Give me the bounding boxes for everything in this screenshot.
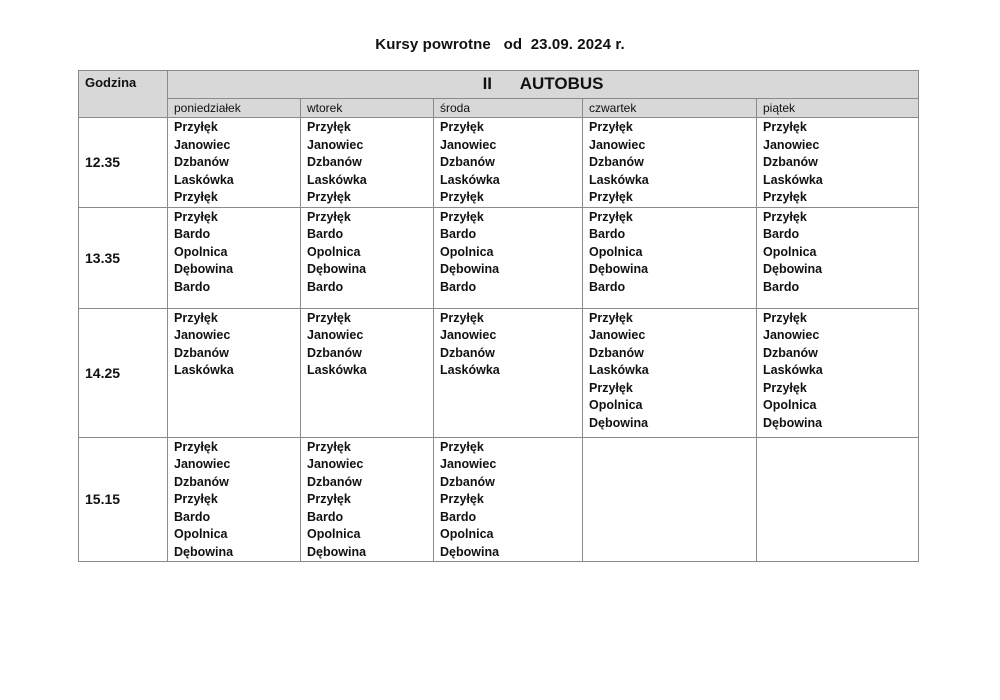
departure-time: 12.35 <box>79 118 168 208</box>
stop-name: Dzbanów <box>763 155 818 169</box>
stop-name: Przyłęk <box>440 310 484 325</box>
header-day-wednesday: środa <box>434 98 583 117</box>
stop-name: Dębowina <box>440 262 500 276</box>
departure-time: 13.35 <box>79 207 168 308</box>
stop-name: Bardo <box>589 279 626 294</box>
stop-name: Przyłęk <box>174 120 218 134</box>
stop-name: Bardo <box>174 279 211 294</box>
stop-name: Dzbanów <box>589 345 644 360</box>
stop-name: Przyłęk <box>174 439 218 454</box>
stop-name: Dzbanów <box>440 155 495 169</box>
stop-name: Janowiec <box>589 328 646 342</box>
stop-name: Janowiec <box>174 137 231 152</box>
stop-name: Janowiec <box>174 457 231 471</box>
stop-name: Bardo <box>763 227 800 241</box>
stop-name: Janowiec <box>440 457 497 471</box>
departure-time: 15.15 <box>79 437 168 562</box>
stop-name: Bardo <box>174 227 211 241</box>
table-row <box>79 308 919 437</box>
stop-name: Dębowina <box>440 544 500 559</box>
header-bus-title: II AUTOBUS <box>168 71 919 99</box>
stop-name: Janowiec <box>763 137 820 152</box>
stop-name: Dzbanów <box>174 474 229 489</box>
stops-cell-wednesday <box>434 308 583 437</box>
stop-name: Przyłęk <box>307 209 351 224</box>
stop-name: Dzbanów <box>307 345 362 360</box>
table-row <box>79 207 919 308</box>
stop-name: Laskówka <box>763 172 823 187</box>
stops-cell-friday <box>757 437 919 562</box>
stop-name: Przyłęk <box>174 209 218 224</box>
stops-cell-wednesday <box>434 437 583 562</box>
stops-cell-thursday <box>583 437 757 562</box>
stop-name: Janowiec <box>307 457 364 471</box>
stop-name: Opolnica <box>440 244 494 259</box>
stop-name: Przyłęk <box>763 190 807 204</box>
table-row <box>79 118 919 208</box>
stop-name: Opolnica <box>589 398 643 412</box>
stop-name: Dzbanów <box>307 155 362 169</box>
stop-name: Przyłęk <box>763 209 807 224</box>
stop-name: Bardo <box>440 509 477 524</box>
stop-name: Dzbanów <box>174 345 229 360</box>
stop-name: Janowiec <box>440 328 497 342</box>
stop-name: Opolnica <box>174 527 228 541</box>
schedule-table <box>78 70 919 562</box>
stop-name: Dzbanów <box>763 345 818 360</box>
stop-name: Dzbanów <box>307 474 362 489</box>
stops-cell-friday <box>757 308 919 437</box>
stop-name: Laskówka <box>174 172 234 187</box>
stop-name: Janowiec <box>763 328 820 342</box>
stop-name: Bardo <box>440 227 477 241</box>
header-day-friday: piątek <box>757 98 919 117</box>
stops-cell-wednesday <box>434 118 583 208</box>
stop-name: Przyłęk <box>307 120 351 134</box>
header-day-tuesday: wtorek <box>301 98 434 117</box>
stop-name: Opolnica <box>763 398 817 412</box>
stop-name: Opolnica <box>589 244 643 259</box>
stop-name: Opolnica <box>307 244 361 259</box>
stops-cell-tuesday <box>301 207 434 308</box>
stop-name: Dębowina <box>174 262 234 276</box>
stop-name: Przyłęk <box>589 190 633 204</box>
stop-name: Dębowina <box>307 544 367 559</box>
stops-cell-thursday <box>583 207 757 308</box>
stop-name: Przyłęk <box>440 492 484 506</box>
stops-cell-tuesday <box>301 118 434 208</box>
stops-cell-tuesday <box>301 308 434 437</box>
stops-cell-monday <box>168 118 301 208</box>
stop-name: Przyłęk <box>307 190 351 204</box>
stop-name: Bardo <box>307 227 344 241</box>
stop-name: Dzbanów <box>589 155 644 169</box>
stop-name: Bardo <box>307 279 344 294</box>
stop-name: Przyłęk <box>763 120 807 134</box>
departure-time: 14.25 <box>79 308 168 437</box>
stop-name: Dębowina <box>307 262 367 276</box>
header-day-thursday: czwartek <box>583 98 757 117</box>
stops-cell-monday <box>168 207 301 308</box>
stop-name: Laskówka <box>763 363 823 377</box>
stop-name: Dzbanów <box>440 345 495 360</box>
stops-cell-friday <box>757 207 919 308</box>
stop-name: Laskówka <box>174 363 234 377</box>
stops-cell-wednesday <box>434 207 583 308</box>
stop-name: Dzbanów <box>174 155 229 169</box>
stop-name: Opolnica <box>174 244 228 259</box>
stop-name: Przyłęk <box>307 492 351 506</box>
stop-name: Przyłęk <box>440 190 484 204</box>
stop-name: Laskówka <box>307 172 367 187</box>
stop-name: Bardo <box>440 279 477 294</box>
stop-name: Laskówka <box>307 363 367 377</box>
stops-cell-thursday <box>583 118 757 208</box>
stop-name: Opolnica <box>440 527 494 541</box>
stop-name: Laskówka <box>440 172 500 187</box>
stop-name: Laskówka <box>440 363 500 377</box>
stop-name: Janowiec <box>307 137 364 152</box>
stop-name: Dzbanów <box>440 474 495 489</box>
stops-cell-friday <box>757 118 919 208</box>
stop-name: Bardo <box>589 227 626 241</box>
stop-name: Przyłęk <box>174 310 218 325</box>
stop-name: Laskówka <box>589 172 649 187</box>
stop-name: Opolnica <box>307 527 361 541</box>
stops-cell-thursday <box>583 308 757 437</box>
stop-name: Bardo <box>174 509 211 524</box>
stop-name: Opolnica <box>763 244 817 259</box>
stop-name: Przyłęk <box>307 310 351 325</box>
stop-name: Janowiec <box>174 328 231 342</box>
stop-name: Przyłęk <box>174 492 218 506</box>
stop-name: Dębowina <box>763 415 823 430</box>
page-title: Kursy powrotne od 23.09. 2024 r. <box>375 36 625 53</box>
stop-name: Przyłęk <box>763 380 807 395</box>
stop-name: Przyłęk <box>589 120 633 134</box>
stops-cell-monday <box>168 308 301 437</box>
stop-name: Dębowina <box>174 544 234 559</box>
stop-name: Przyłęk <box>589 380 633 395</box>
header-hour-column: Godzina <box>79 71 168 118</box>
stop-name: Przyłęk <box>440 209 484 224</box>
stop-name: Dębowina <box>589 415 649 430</box>
stop-name: Przyłęk <box>763 310 807 325</box>
stop-name: Dębowina <box>763 262 823 276</box>
stop-name: Przyłęk <box>174 190 218 204</box>
stop-name: Laskówka <box>589 363 649 377</box>
stop-name: Bardo <box>763 279 800 294</box>
stop-name: Przyłęk <box>307 439 351 454</box>
stop-name: Przyłęk <box>589 209 633 224</box>
stop-name: Przyłęk <box>440 120 484 134</box>
stops-cell-tuesday <box>301 437 434 562</box>
stop-name: Bardo <box>307 509 344 524</box>
stops-cell-monday <box>168 437 301 562</box>
stop-name: Janowiec <box>589 137 646 152</box>
header-day-monday: poniedziałek <box>168 98 301 117</box>
table-row <box>79 437 919 562</box>
stop-name: Janowiec <box>307 328 364 342</box>
stop-name: Przyłęk <box>440 439 484 454</box>
stop-name: Dębowina <box>589 262 649 276</box>
stop-name: Janowiec <box>440 137 497 152</box>
stop-name: Przyłęk <box>589 310 633 325</box>
schedule-body <box>79 118 919 562</box>
